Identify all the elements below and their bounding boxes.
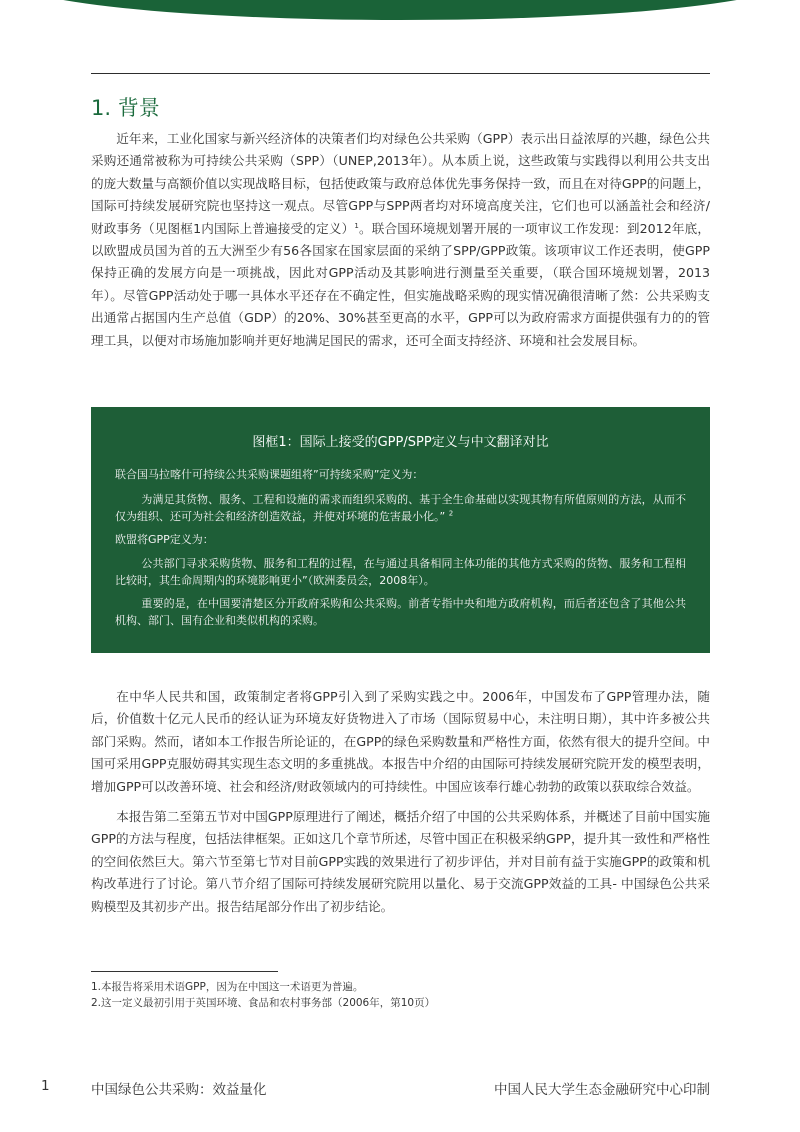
footer-publisher: 中国人民大学生态金融研究中心印制 xyxy=(494,1082,710,1098)
paragraph-report-structure: 本报告第二至第五节对中国GPP原理进行了阐述，概括介绍了中国的公共采购体系，并概述了目前中国实施GPP的方法与程度，包括法律框架。正如这几个章节所述，尽管中国正在积极采纳GPP，提升其一致性和严格性的空间依然巨大。第六节至第七节对目前GPP实践的效果进行了初步评估，并对目前有益于实施GPP的政策和机构改革进行了讨论。第八节介绍了国际可持续发展研究院用以量化、易于交流GPP效益的工具- 中国绿色公共采购模型及其初步产出。报告结尾部分作出了初步结论。 xyxy=(91,809,710,914)
footnote-ref-1[interactable]: 1 xyxy=(354,221,359,230)
footnote-1: 1.本报告将采用术语GPP，因为在中国这一术语更为普遍。 xyxy=(91,981,364,993)
paragraph-intro-part2: 。联合国环境规划署开展的一项审议工作发现：到2012年底，以欧盟成员国为首的五大洲至少有56各国家在国家层面的采纳了SPP/GPP政策。该项审议工作还表明，使GPP保持正确的发展方向是一项挑战，因此对GPP活动及其影响进行测量至关重要，（联合国环境规划署，2013年）。尽管GPP活动处于哪一具体水平还存在不确定性，但实施战略采购的现实情况确很清晰了然：公共采购支出通常占据国内生产总值（GDP）的20%、30%甚至更高的水平，GPP可以为政府需求方面提供强有力的的管理工具，以便对市场施加影响并更好地满足国民的需求，还可全面支持经济、环境和社会发展目标。 xyxy=(91,220,710,348)
eu-definition-quote: 公共部门寻求采购货物、服务和工程的过程，在与通过具备相同主体功能的其他方式采购的货物、服务和工程相比较时，其生命周期内的环境影响更小”（欧洲委员会，2008年）。 xyxy=(115,557,686,587)
footnote-2: 2.这一定义最初引用于英国环境、食品和农村事务部（2006年，第10页） xyxy=(91,997,436,1009)
eu-definition-intro: 欧盟将GPP定义为： xyxy=(115,533,214,546)
header-arc-decoration xyxy=(8,0,792,20)
page-number: 1 xyxy=(41,1078,50,1094)
paragraph-intro xyxy=(91,128,710,352)
watermark: www.baogao8.com xyxy=(291,927,701,973)
footnote-ref-2[interactable]: 2 xyxy=(448,509,454,518)
procurement-note: 重要的是，在中国要清楚区分开政府采购和公共采购。前者专指中央和地方政府机构，而后者还包含了其他公共机构、部门、国有企业和类似机构的采购。 xyxy=(115,597,686,627)
footer-report-title: 中国绿色公共采购：效益量化 xyxy=(91,1082,267,1098)
un-definition-text: 为满足其货物、服务、工程和设施的需求而组织采购的、基于全生命基础以实现其物有所值原则的方法，从而不仅为组织、还可为社会和经济创造效益，并使对环境的危害最小化。” xyxy=(115,493,686,523)
header-divider xyxy=(91,73,710,74)
un-definition-intro: 联合国马拉喀什可持续公共采购课题组将”可持续采购”定义为： xyxy=(115,468,424,481)
footnote-divider xyxy=(91,971,278,972)
paragraph-intro-part1: 近年来，工业化国家与新兴经济体的决策者们均对绿色公共采购（GPP）表示出日益浓厚的兴趣，绿色公共采购还通常被称为可持续公共采购（SPP）（UNEP,2013年）。从本质上说，这些政策与实践得以利用公共支出的庞大数量与高额价值以实现战略目标，包括使政策与政府总体优先事务保持一致，而且在对待GPP的问题上，国际可持续发展研究院也坚持这一观点。尽管GPP与SPP两者均对环境高度关注，它们也可以涵盖社会和经济/财政事务（见图框1内国际上普遍接受的定义） xyxy=(91,131,710,236)
paragraph-china: 在中华人民共和国，政策制定者将GPP引入到了采购实践之中。2006年，中国发布了GPP管理办法，随后，价值数十亿元人民币的经认证为环境友好货物进入了市场（国际贸易中心，未注明日期），其中许多被公共部门采购。然而，诸如本工作报告所论证的，在GPP的绿色采购数量和严格性方面，依然有很大的提升空间。中国可采用GPP克服妨碍其实现生态文明的多重挑战。本报告中介绍的由国际可持续发展研究院开发的模型表明，增加GPP可以改善环境、社会和经济/财政领域内的可持续性。中国应该奉行雄心勃勃的政策以获取综合效益。 xyxy=(91,689,710,794)
box-title: 图框1：国际上接受的GPP/SPP定义与中文翻译对比 xyxy=(252,435,549,450)
section-title: 1. 背景 xyxy=(91,96,160,120)
un-definition-quote xyxy=(115,491,686,525)
